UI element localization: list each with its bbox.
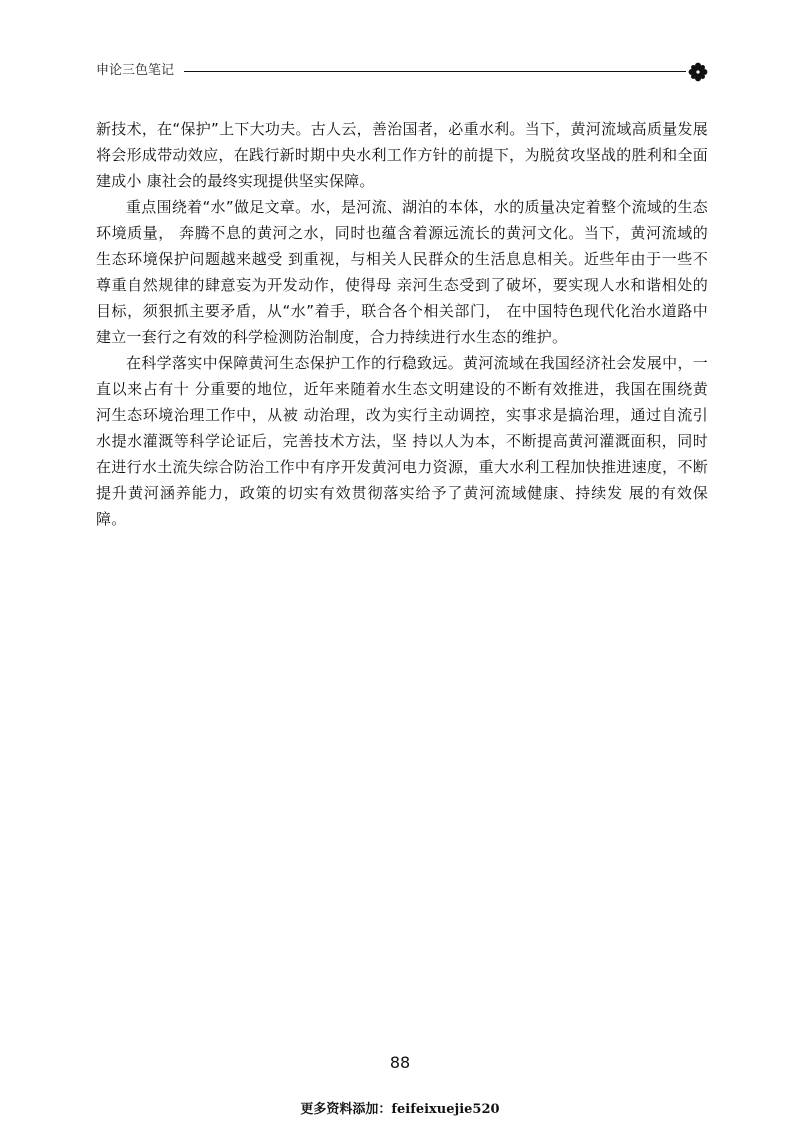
- paragraph-3: 在科学落实中保障黄河生态保护工作的行稳致远。黄河流域在我国经济社会发展中，一直以来占有十 分重要的地位，近年来随着水生态文明建设的不断有效推进，我国在围绕黄河生态环境治理工作中，从被 动治理，改为实行主动调控，实事求是搞治理，通过自流引水提水灌溉等科学论证后，完善技术方法，坚 持以人为本，不断提高黄河灌溉面积，同时在进行水土流失综合防治工作中有序开发黄河电力资源，重大水利工程加快推进速度，不断提升黄河涵养能力，政策的切实有效贯彻落实给予了黄河流域健康、持续发 展的有效保障。: [96, 354, 708, 528]
- header-title: 申论三色笔记: [96, 63, 175, 78]
- gear-flower-icon: [688, 62, 708, 82]
- article-body: [96, 116, 708, 532]
- paragraph-2: 重点围绕着“水”做足文章。水，是河流、湖泊的本体，水的质量决定着整个流域的生态环境质量， 奔腾不息的黄河之水，同时也蕴含着源远流长的黄河文化。当下，黄河流域的生态环境保护问题越来越受 到重视，与相关人民群众的生活息息相关。近些年由于一些不尊重自然规律的肆意妄为开发动作，使得母 亲河生态受到了破坏，要实现人水和谐相处的目标，须狠抓主要矛盾，从“水”着手，联合各个相关部门， 在中国特色现代化治水道路中建立一套行之有效的科学检测防治制度，合力持续进行水生态的维护。: [96, 198, 708, 346]
- header-rule: [184, 71, 686, 72]
- page-header: [96, 62, 708, 82]
- footer-note: 更多资料添加：feifeixuejie520: [300, 1102, 500, 1117]
- paragraph-1: 新技术，在“保护”上下大功夫。古人云，善治国者，必重水利。当下，黄河流域高质量发展将会形成带动效应，在践行新时期中央水利工作方针的前提下，为脱贫攻坚战的胜利和全面建成小 康社会的最终实现提供坚实保障。: [96, 120, 708, 190]
- page-number: 88: [389, 1053, 411, 1072]
